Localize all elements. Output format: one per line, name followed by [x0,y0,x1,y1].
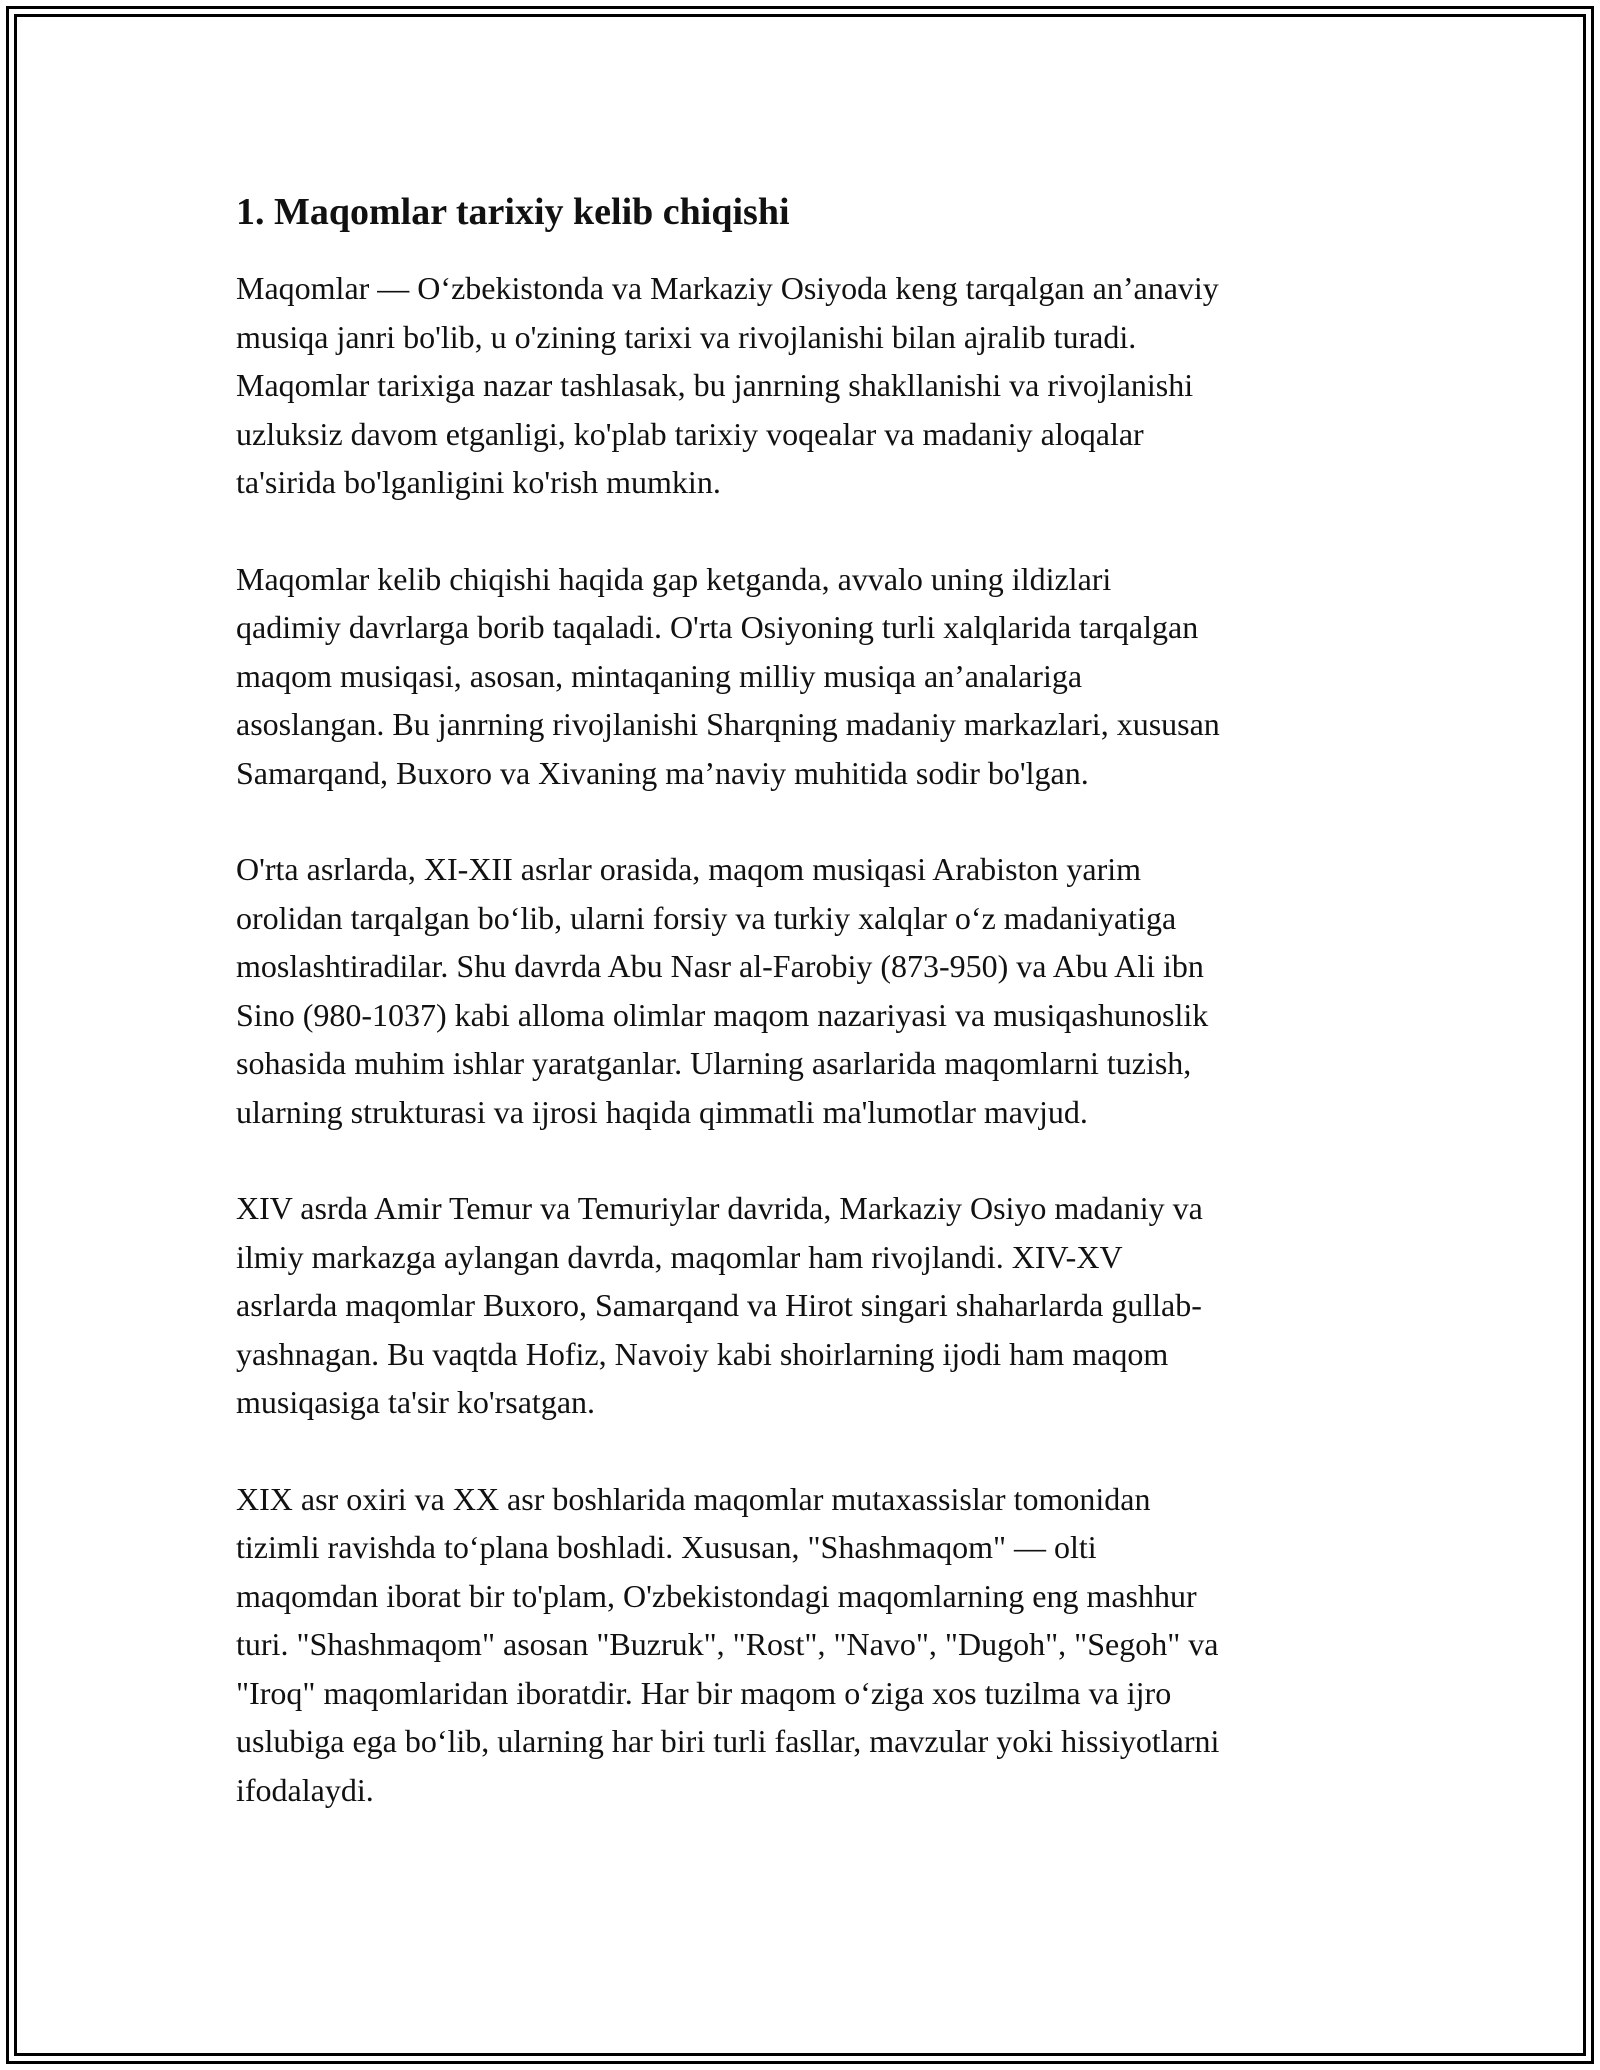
text-line: uslubiga ega bo‘lib, ularning har biri turli fasllar, mavzular yoki hissiyotlarni [236,1723,1220,1759]
text-line: Maqomlar kelib chiqishi haqida gap ketganda, avvalo uning ildizlari [236,560,1112,597]
text-line: ilmiy markazga aylangan davrda, maqomlar ham rivojlandi. XIV-XV [236,1238,1123,1275]
text-line: O'rta asrlarda, XI-XII asrlar orasida, maqom musiqasi Arabiston yarim [236,851,1142,887]
paragraph-3 [236,845,1366,1136]
text-line: qadimiy davrlarga borib taqaladi. O'rta Osiyoning turli xalqlarida tarqalgan [236,609,1199,645]
section-heading: 1. Maqomlar tarixiy kelib chiqishi [236,191,790,233]
text-line: musiqa janri bo'lib, u o'zining tarixi va rivojlanishi bilan ajralib turadi. [236,318,1137,355]
paragraph-1 [236,264,1366,507]
text-line: maqomdan iborat bir to'plam, O'zbekistondagi maqomlarning eng mashhur [236,1577,1197,1614]
paragraph-4 [236,1184,1366,1427]
paragraph-5 [236,1475,1366,1815]
text-line: yashnagan. Bu vaqtda Hofiz, Navoiy kabi shoirlarning ijodi ham maqom [236,1335,1169,1372]
text-line: maqom musiqasi, asosan, mintaqaning milliy musiqa an’analariga [236,657,1083,694]
text-line: sohasida muhim ishlar yaratganlar. Ularning asarlarida maqomlarni tuzish, [236,1045,1192,1081]
text-line: ta'sirida bo'lganligini ko'rish mumkin. [236,464,721,500]
text-line: Maqomlar — O‘zbekistonda va Markaziy Osiyoda keng tarqalgan an’anaviy [236,270,1219,306]
text-line: Sino (980-1037) kabi alloma olimlar maqom nazariyasi va musiqashunoslik [236,996,1209,1033]
text-line: Maqomlar tarixiga nazar tashlasak, bu janrning shakllanishi va rivojlanishi [236,367,1194,403]
text-line: asrlarda maqomlar Buxoro, Samarqand va Hirot singari shaharlarda gullab- [236,1287,1202,1323]
text-line: asoslangan. Bu janrning rivojlanishi Sharqning madaniy markazlari, xususan [236,706,1220,742]
text-line: moslashtiradilar. Shu davrda Abu Nasr al-Farobiy (873-950) va Abu Ali ibn [236,948,1204,984]
text-line: tizimli ravishda to‘plana boshladi. Xususan, "Shashmaqom" — olti [236,1529,1097,1565]
text-line: uzluksiz davom etganligi, ko'plab tarixiy voqealar va madaniy aloqalar [236,415,1144,452]
text-line: XIX asr oxiri va XX asr boshlarida maqomlar mutaxassislar tomonidan [236,1480,1151,1517]
text-line: ularning strukturasi va ijrosi haqida qimmatli ma'lumotlar mavjud. [236,1093,1088,1130]
text-line: XIV asrda Amir Temur va Temuriylar davrida, Markaziy Osiyo madaniy va [236,1190,1203,1226]
text-line: turi. "Shashmaqom" asosan "Buzruk", "Rost", "Navo", "Dugoh", "Segoh" va [236,1626,1219,1662]
document-body [236,186,1366,1862]
text-line: ifodalaydi. [236,1771,374,1808]
paragraph-2 [236,555,1366,798]
text-line: musiqasiga ta'sir ko'rsatgan. [236,1384,596,1420]
text-line: "Iroq" maqomlaridan iboratdir. Har bir maqom o‘ziga xos tuzilma va ijro [236,1674,1172,1711]
text-line: Samarqand, Buxoro va Xivaning ma’naviy muhitida sodir bo'lgan. [236,754,1089,791]
text-line: orolidan tarqalgan bo‘lib, ularni forsiy va turkiy xalqlar o‘z madaniyatiga [236,899,1177,936]
